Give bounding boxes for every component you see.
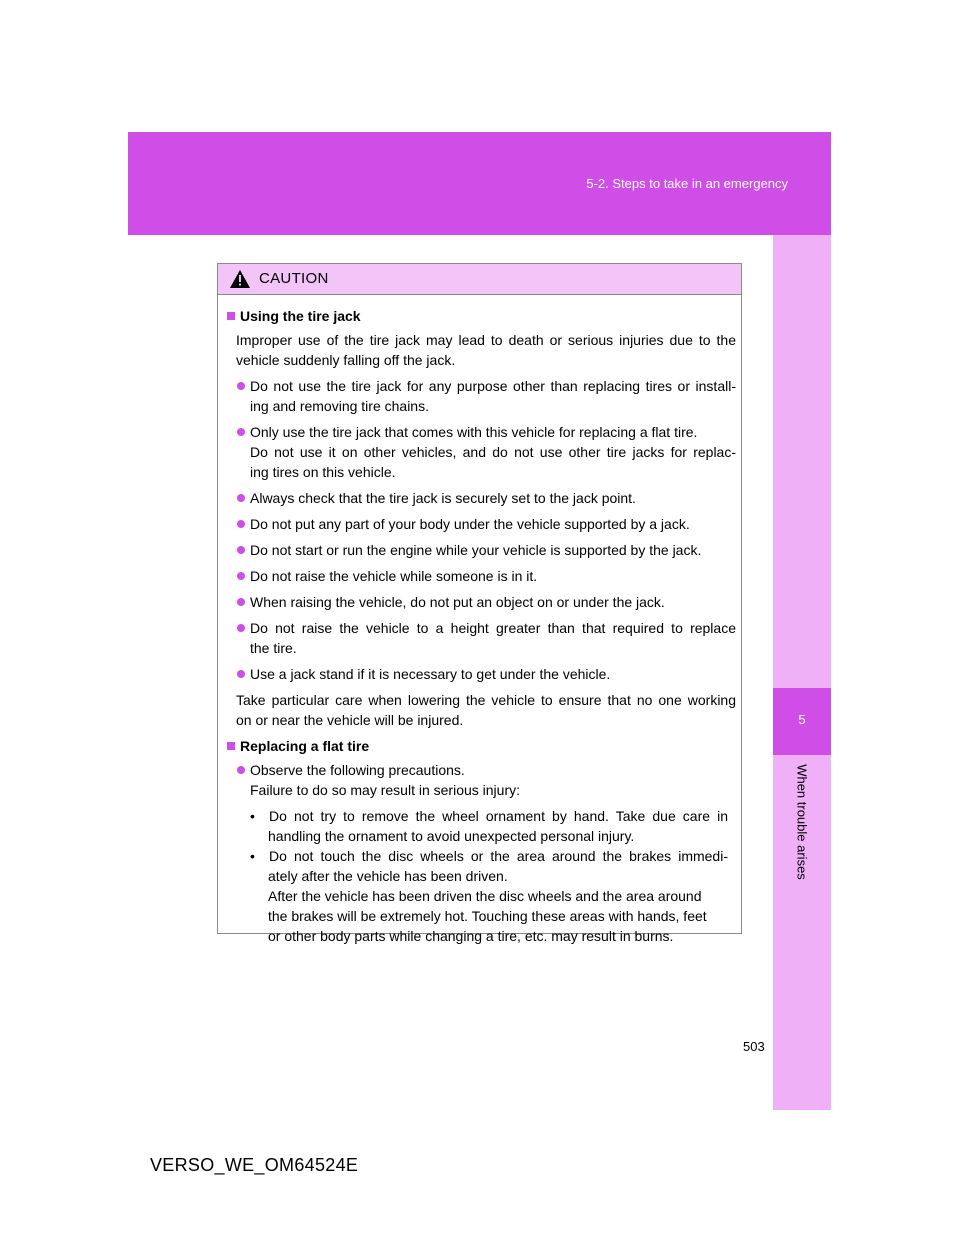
paragraph-line: Take particular care when lowering the vehicle to ensure that no one working (236, 692, 736, 708)
round-bullet-icon (237, 598, 245, 606)
bullet-item: Do not use the tire jack for any purpose other than replacing tires or install- (237, 376, 736, 396)
bullet-item: Do not start or run the engine while your vehicle is supported by the jack. (237, 540, 701, 560)
bullet-continuation: the tire. (250, 640, 297, 656)
chapter-side-tab[interactable] (773, 235, 831, 1110)
square-bullet-icon (227, 312, 235, 320)
caution-label: CAUTION (259, 270, 329, 287)
bullet-continuation: Do not use it on other vehicles, and do not use other tire jacks for replac- (250, 444, 736, 460)
sub-item-continuation: After the vehicle has been driven the disc wheels and the area around (268, 888, 702, 904)
round-bullet-icon (237, 494, 245, 502)
round-bullet-icon (237, 520, 245, 528)
bullet-item: Only use the tire jack that comes with this vehicle for replacing a flat tire. (237, 422, 697, 442)
round-bullet-icon (237, 382, 245, 390)
paragraph-line: Improper use of the tire jack may lead to death or serious injuries due to the (236, 332, 736, 348)
sub-item: • Do not try to remove the wheel ornament by hand. Take due care in (250, 808, 728, 824)
section-title: 5-2. Steps to take in an emergency (586, 176, 788, 191)
paragraph-line: on or near the vehicle will be injured. (236, 712, 464, 728)
sub-item-marker: • (250, 808, 270, 824)
round-bullet-icon (237, 624, 245, 632)
sub-item-continuation: ately after the vehicle has been driven. (268, 868, 508, 884)
chapter-number: 5 (798, 712, 806, 727)
bullet-item: Always check that the tire jack is securely set to the jack point. (237, 488, 636, 508)
bullet-item: Use a jack stand if it is necessary to get under the vehicle. (237, 664, 610, 684)
round-bullet-icon (237, 572, 245, 580)
warning-triangle-icon (230, 270, 250, 288)
bullet-item: Do not raise the vehicle to a height greater than that required to replace (237, 618, 736, 638)
footer-document-code: VERSO_WE_OM64524E (150, 1155, 359, 1175)
bullet-item: Do not raise the vehicle while someone is in it. (237, 566, 537, 586)
bullet-item: Do not put any part of your body under the vehicle supported by a jack. (237, 514, 690, 534)
round-bullet-icon (237, 766, 245, 774)
round-bullet-icon (237, 546, 245, 554)
bullet-continuation: Failure to do so may result in serious injury: (250, 782, 520, 798)
page-number: 503 (743, 1039, 765, 1054)
section-heading: Using the tire jack (227, 306, 361, 326)
bullet-item: When raising the vehicle, do not put an object on or under the jack. (237, 592, 665, 612)
caution-box (217, 263, 742, 944)
sub-item-continuation: handling the ornament to avoid unexpected personal injury. (268, 828, 635, 844)
sub-item-marker: • (250, 848, 270, 864)
paragraph-line: vehicle suddenly falling off the jack. (236, 352, 456, 368)
sub-item: • Do not touch the disc wheels or the area around the brakes immedi- (250, 848, 728, 864)
sub-item-continuation: or other body parts while changing a tire, etc. may result in burns. (268, 928, 674, 944)
bullet-item: Observe the following precautions. (237, 760, 465, 780)
round-bullet-icon (237, 428, 245, 436)
bullet-continuation: ing and removing tire chains. (250, 398, 429, 414)
chapter-title: When trouble arises (794, 764, 810, 880)
sub-item-continuation: the brakes will be extremely hot. Touching these areas with hands, feet (268, 908, 707, 924)
section-heading: Replacing a flat tire (227, 736, 369, 756)
square-bullet-icon (227, 742, 235, 750)
round-bullet-icon (237, 670, 245, 678)
bullet-continuation: ing tires on this vehicle. (250, 464, 396, 480)
caution-header (218, 264, 741, 295)
